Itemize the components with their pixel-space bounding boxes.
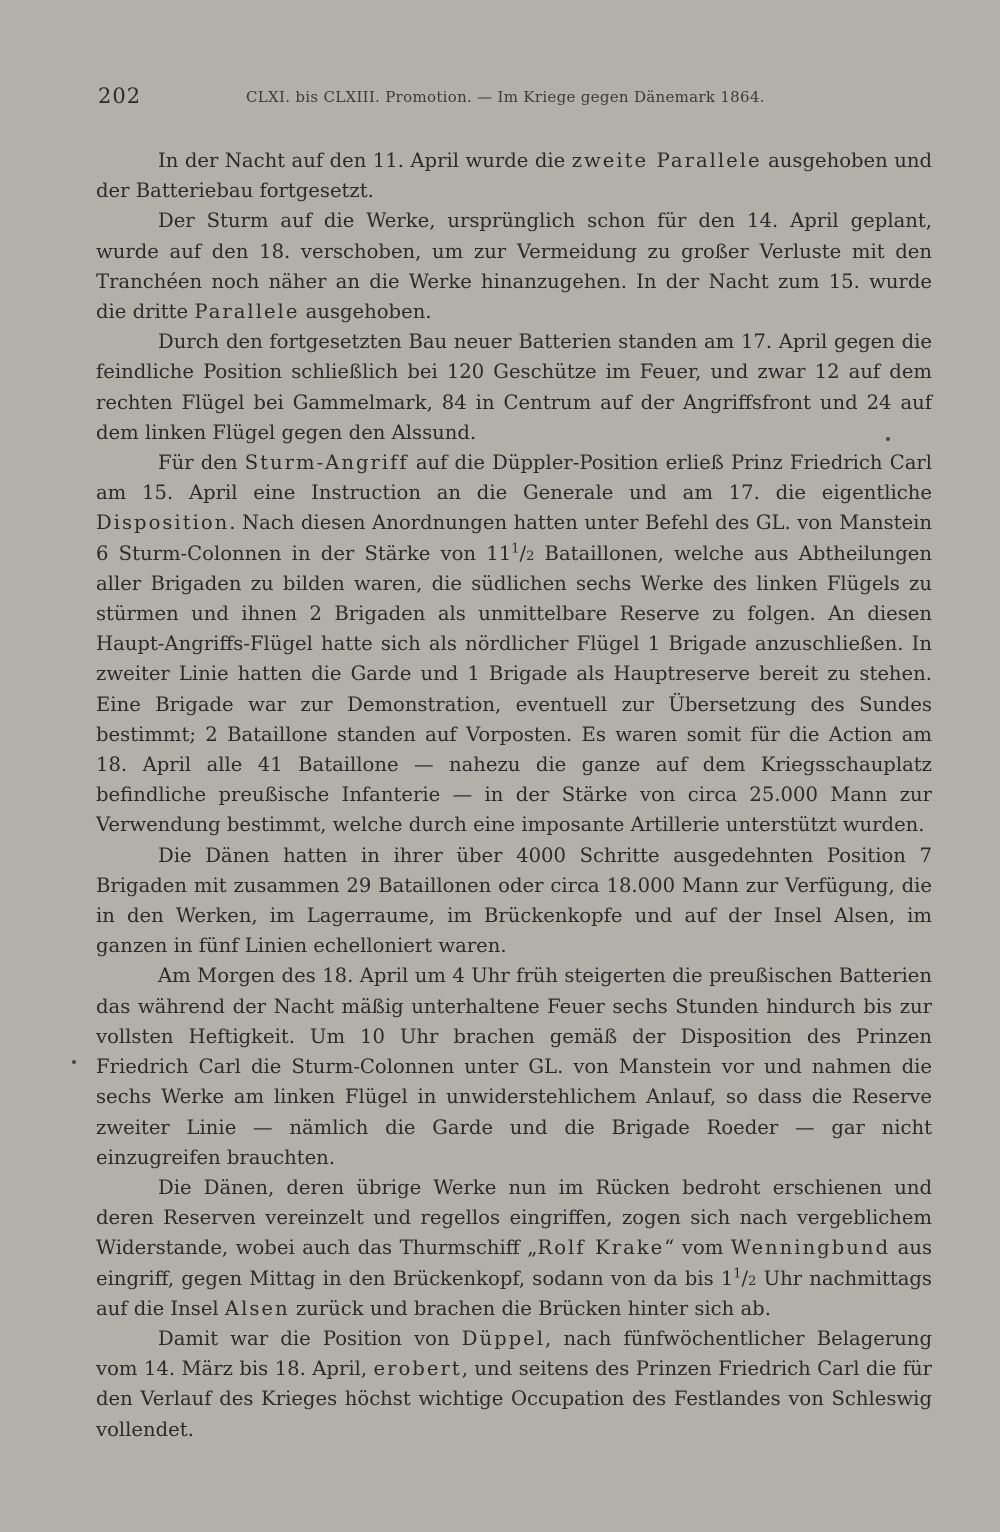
text-run: , und seitens des Prinzen Friedrich Carl die für den Verlauf des Krieges höchst wichtige Occupation des Festlandes von Schleswig vollendet. [96,1357,932,1441]
paragraph [96,206,932,327]
text-run: / [519,541,527,565]
running-head: CLXI. bis CLXIII. Promotion. — Im Kriege gegen Dänemark 1864. [246,88,765,106]
text-run: Am Morgen des 18. April um 4 Uhr früh steigerten die preußischen Batterien das während der Nacht mäßig unterhaltene Feuer sechs Stunden hindurch bis zur vollsten Heftigkeit. Um 10 Uhr brachen gemäß der Disposition des Prinzen Friedrich Carl die Sturm-Colonnen unter GL. von Manstein vor und nahmen die sechs Werke am linken Flügel in unwiderstehlichem Anlauf, so dass die Reserve zweiter Linie — nämlich die Garde und die Brigade Roeder — gar nicht einzugreifen brauchten. [96,964,932,1169]
text-run: “ vom [664,1236,731,1260]
spaced-emphasis: Parallele [194,300,300,324]
text-run: Für den [158,451,245,475]
fraction-denominator: 2 [526,548,535,564]
text-run: Damit war die Position von [158,1326,462,1350]
spaced-emphasis: Wenningbund [730,1236,891,1260]
text-run: . Nach diesen Anordnungen hatten unter Befehl des GL. von Manstein 6 Sturm-Colonnen in der Stärke von 11 [96,511,932,565]
spaced-emphasis: erobert [373,1357,462,1381]
text-run: zurück und brachen die Brücken hinter sich ab. [289,1296,771,1320]
speck-mark [72,1060,76,1064]
text-run: Der Sturm auf die Werke, ursprünglich schon für den 14. April geplant, wurde auf den 18. verschoben, um zur Vermeidung zu großer Verluste mit den Tranchéen noch näher an die Werke hinanzugehen. In der Nacht zum 15. wurde die dritte [96,209,932,324]
body-text [96,146,932,1445]
paragraph [96,327,932,448]
text-run: Durch den fortgesetzten Bau neuer Batterien standen am 17. April gegen die feindliche Position schließlich bei 120 Geschütze im Feuer, und zwar 12 auf dem rechten Flügel bei Gammelmark, 84 in Centrum auf der Angriffsfront und 24 auf dem linken Flügel gegen den Alssund. [96,330,932,444]
paragraph [96,448,932,841]
spaced-emphasis: Alsen [224,1296,290,1320]
spaced-emphasis: Sturm-Angriff [244,451,409,475]
page-number: 202 [98,84,142,108]
text-run: Die Dänen, deren übrige Werke nun im Rücken bedroht erschienen und deren Reserven vereinzelt und regellos eingriffen, zogen sich nach vergeblichem Widerstande, wobei auch das Thurmschiff „ [96,1175,932,1260]
spaced-emphasis: Rolf Krake [537,1236,665,1260]
text-run: In der Nacht auf den 11. April wurde die [158,149,572,172]
spaced-emphasis: Disposition [96,511,230,535]
fraction-numerator: 1 [733,1265,742,1281]
text-run: ausgehoben und der Batteriebau fortgesetzt. [96,149,933,203]
fraction-denominator: 2 [748,1273,757,1289]
text-run: / [741,1266,749,1290]
paragraph [96,1173,932,1324]
text-run: ausgehoben. [299,300,432,324]
text-run: auf die Düppler-Position erließ Prinz Friedrich Carl am 15. April eine Instruction an die Generale und am 17. die eigentliche [96,451,933,505]
paragraph [96,1324,932,1445]
spaced-emphasis: Düppel [461,1326,546,1350]
text-run: aus eingriff, gegen Mittag in den Brückenkopf, sodann von da bis 1 [96,1236,933,1290]
speck-mark [886,437,890,441]
text-run: Die Dänen hatten in ihrer über 4000 Schritte ausgedehnten Position 7 Brigaden mit zusammen 29 Bataillonen oder circa 18.000 Mann zur Verfügung, die in den Werken, im Lagerraume, im Brückenkopfe und auf der Insel Alsen, im ganzen in fünf Linien echelloniert waren. [96,843,932,958]
fraction-numerator: 1 [511,541,520,557]
paragraph [96,841,932,962]
spaced-emphasis: zweite Parallele [571,149,762,172]
text-run: Bataillonen, welche aus Abtheilungen aller Brigaden zu bilden waren, die südlichen sechs Werke des linken Flügels zu stürmen und ihnen 2 Brigaden als unmittelbare Reserve zu folgen. An diesen Haupt-Angriffs-Flügel hatte sich als nördlicher Flügel 1 Brigade anzuschließen. In zweiter Linie hatten die Garde und 1 Brigade als Hauptreserve bereit zu stehen. Eine Brigade war zur Demonstration, eventuell zur Übersetzung des Sundes bestimmt; 2 Bataillone standen auf Vorposten. Es waren somit für die Action am 18. April alle 41 Bataillone — nahezu die ganze auf dem Kriegsschauplatz befindliche preußische Infanterie — in der Stärke von circa 25.000 Mann zur Verwendung bestimmt, welche durch eine imposante Artillerie unterstützt wurden. [96,541,932,837]
page-header [98,84,938,114]
text-run: Uhr nachmittags auf die Insel [96,1266,932,1320]
text-run: , nach fünfwöchentlicher Belagerung vom 14. März bis 18. April, [96,1326,932,1381]
paragraph [96,146,932,206]
paragraph [96,961,932,1172]
